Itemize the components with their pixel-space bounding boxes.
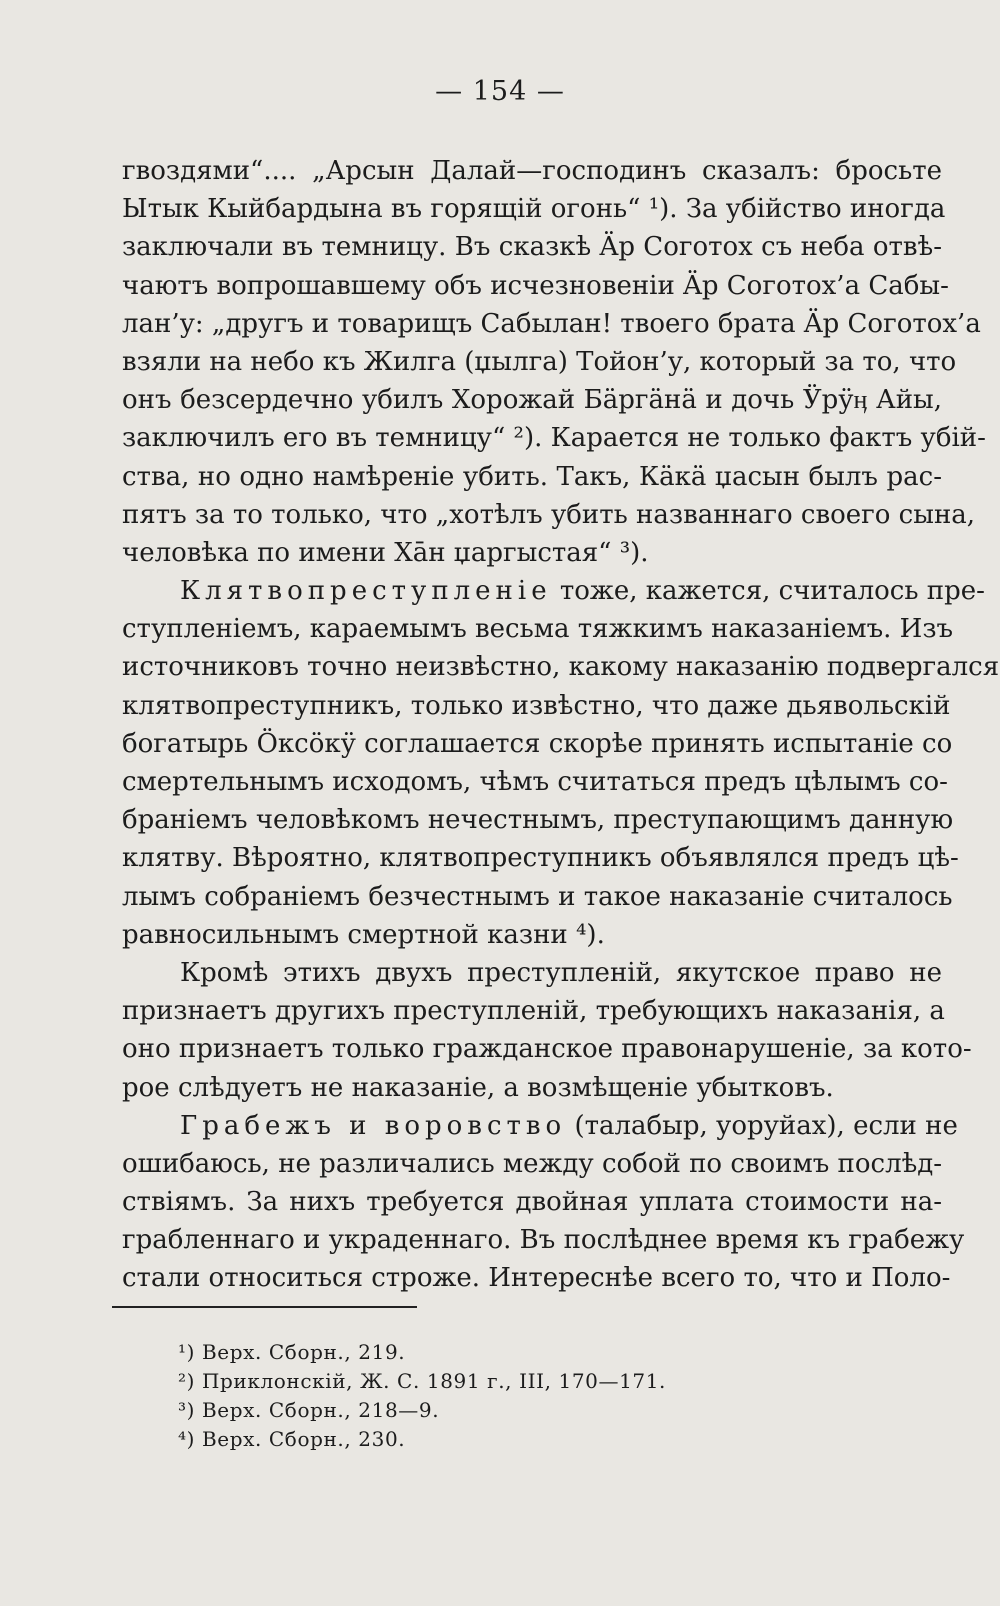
text-line: чаютъ вопрошавшему объ исчезновеніи Äр Соготох’а Сабы- (122, 270, 949, 301)
text-line: ступленіемъ, караемымъ весьма тяжкимъ наказаніемъ. Изъ (122, 614, 954, 645)
text-line: Кромѣ этихъ двухъ преступленій, якутское право не (180, 957, 942, 988)
footnote: ¹) Верх. Сборн., 219. (178, 1340, 406, 1364)
text-line: лымъ собраніемъ безчестнымъ и такое наказаніе считалось (122, 881, 953, 912)
text-line: богатырь Öксöкӱ соглашается скорѣе принять испытаніе со (122, 728, 953, 759)
text-line: клятву. Вѣроятно, клятвопреступникъ объявлялся предъ цѣ- (122, 843, 959, 874)
main-text (122, 152, 1000, 1298)
text-line: оно признаетъ только гражданское правонарушеніе, за кото- (122, 1034, 972, 1065)
text-line: источниковъ точно неизвѣстно, какому наказанію подвергался (122, 652, 1000, 683)
footnotes (178, 1338, 878, 1454)
text-line: ствіямъ. За нихъ требуется двойная уплата стоимости на- (122, 1187, 942, 1218)
text-line: ошибаюсь, не различались между собой по своимъ послѣд- (122, 1148, 943, 1179)
page-number: — 154 — (435, 76, 565, 107)
footnote: ³) Верх. Сборн., 218—9. (178, 1398, 440, 1422)
text-line: грабленнаго и украденнаго. Въ послѣднее время къ грабежу (122, 1225, 965, 1256)
text-line: равносильнымъ смертной казни ⁴). (122, 919, 605, 950)
text-line: ства, но одно намѣреніе убить. Такъ, Кäкä џасын былъ рас- (122, 461, 942, 492)
text-line: человѣка по имени Хāн џаргыстая“ ³). (122, 537, 649, 568)
text-line: взяли на небо къ Жилга (џылга) Тойон’у, который за то, что (122, 346, 957, 377)
text-line: заключали въ темницу. Въ сказкѣ Äр Соготох съ неба отвѣ- (122, 232, 942, 263)
text-line: гвоздями“.... „Арсын Далай—господинъ сказалъ: бросьте (122, 156, 942, 186)
text-line: рое слѣдуетъ не наказаніе, а возмѣщеніе убытковъ. (122, 1072, 834, 1103)
text-line: Клятвопреступленіе тоже, кажется, считалось пре- (180, 576, 985, 607)
footnote: ²) Приклонскій, Ж. С. 1891 г., III, 170—171. (178, 1369, 667, 1393)
footnote-rule (112, 1306, 417, 1308)
text-line: стали относиться строже. Интереснѣе всего то, что и Поло- (122, 1263, 951, 1294)
text-line: онъ безсердечно убилъ Хорожай Бäргäнä и дочь Ӱрӱӊ Айы, (122, 385, 942, 416)
text-line: признаетъ другихъ преступленій, требующихъ наказанія, а (122, 996, 945, 1027)
text-line: пятъ за то только, что „хотѣлъ убить названнаго своего сына, (122, 499, 976, 530)
footnote: ⁴) Верх. Сборн., 230. (178, 1427, 406, 1451)
text-line: смертельнымъ исходомъ, чѣмъ считаться предъ цѣлымъ со- (122, 767, 948, 797)
text-line: браніемъ человѣкомъ нечестнымъ, преступающимъ данную (122, 805, 954, 836)
text-line: Грабежъ и воровство (талабыр, уоруйах), если не (180, 1110, 958, 1141)
text-line: клятвопреступникъ, только извѣстно, что даже дьявольскій (122, 690, 951, 721)
text-line: лан’у: „другъ и товарищъ Сабылан! твоего брата Äр Соготох’а (122, 308, 981, 339)
text-line: заключилъ его въ темницу“ ²). Карается не только фактъ убій- (122, 423, 986, 454)
text-line: Ытык Кыйбардына въ горящій огонь“ ¹). За убійство иногда (122, 194, 946, 225)
